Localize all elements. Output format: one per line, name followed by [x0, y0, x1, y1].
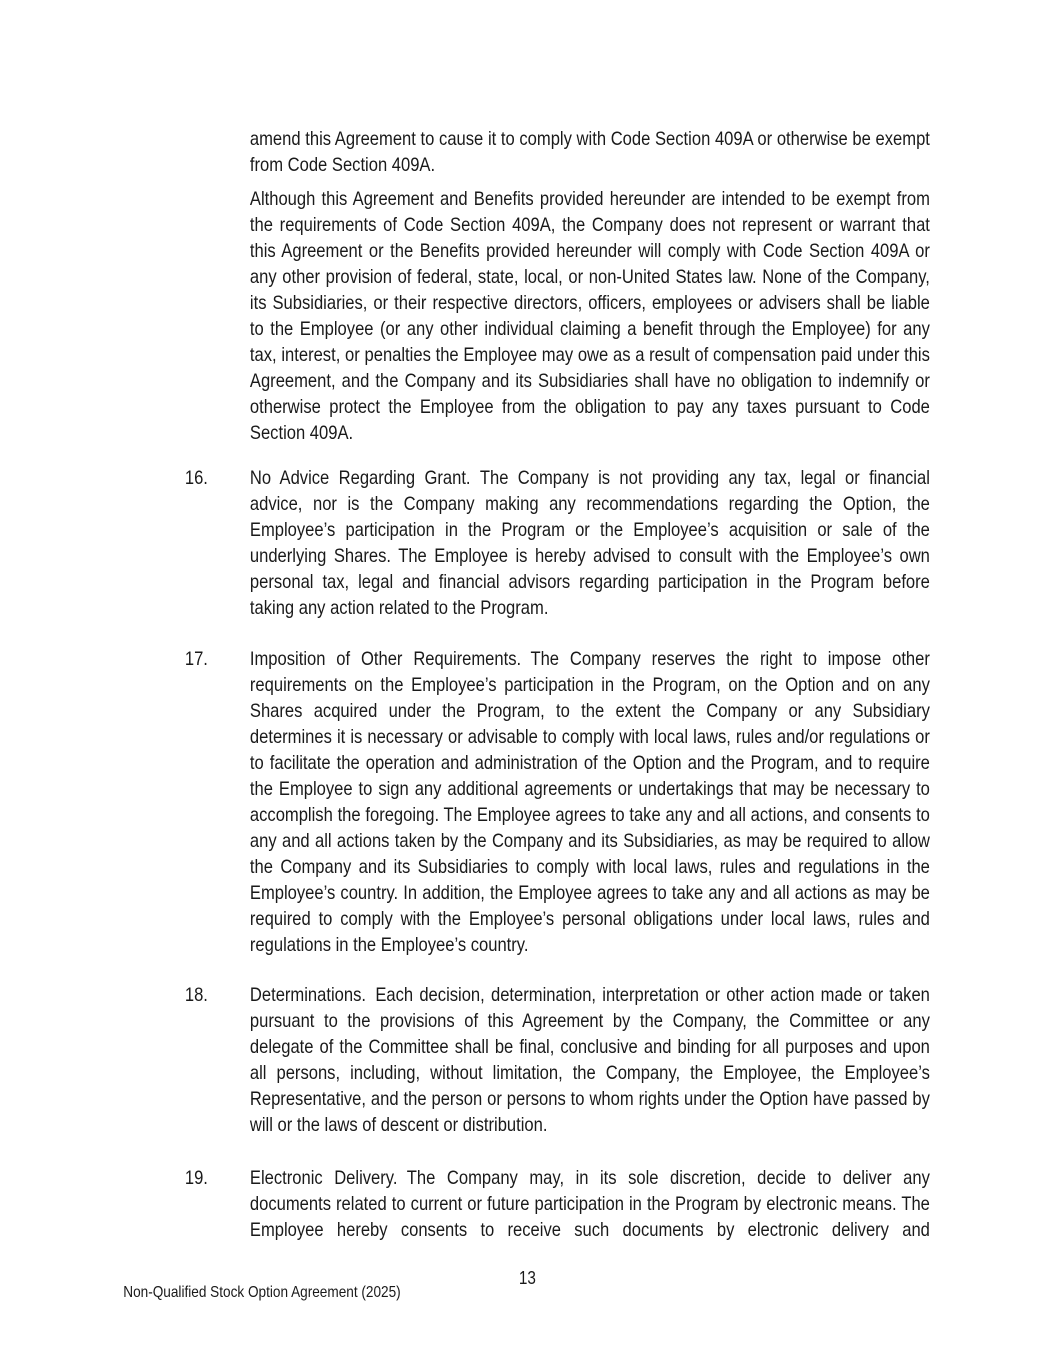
- item-text: [250, 646, 930, 958]
- item-number: 19.: [184, 1167, 208, 1189]
- item-number: 17.: [184, 648, 208, 670]
- item-heading: No Advice Regarding Grant.: [249, 467, 471, 489]
- item-number: 18.: [184, 984, 208, 1006]
- agreement-item-16: [184, 465, 930, 621]
- item-body: Each decision, determination, interpretation or other action made or taken pursuant to the provisions of this Agreement by the Company, the Committee or any delegate of the Committee shall be final, conclusive and binding for all purposes and upon all persons, including, without limitation, the Company, the Employee, the Employee’s Representative, and the person or persons to whom rights under the Option have passed by will or the laws of descent or distribution.: [249, 984, 930, 1136]
- item-text: [250, 982, 930, 1138]
- item-text: [250, 1165, 930, 1243]
- agreement-item-18: [184, 982, 930, 1138]
- agreement-item-19: [184, 1165, 930, 1243]
- item-heading: Determinations.: [249, 984, 366, 1006]
- item-number: 16.: [184, 467, 208, 489]
- item-body: The Company is not providing any tax, legal or financial advice, nor is the Company making any recommendations regarding the Option, the Employee’s participation in the Program or the Employee’s acquisition or sale of the underlying Shares. The Employee is hereby advised to consult with the Employee’s own personal tax, legal and financial advisors regarding participation in the Program before taking any action related to the Program.: [249, 467, 930, 619]
- item-heading: Electronic Delivery.: [249, 1167, 398, 1189]
- footer-document-title: Non-Qualified Stock Option Agreement (2025): [123, 1284, 401, 1301]
- page-number: 13: [518, 1268, 536, 1288]
- item-text: [250, 465, 930, 621]
- item-body: The Company reserves the right to impose other requirements on the Employee’s participation in the Program, on the Option and on any Shares acquired under the Program, to the extent the Company or any Subsidiary determines it is necessary or advisable to comply with local laws, rules and/or regulations or to facilitate the operation and administration of the Option and the Program, and to require the Employee to sign any additional agreements or undertakings that may be necessary to accomplish the foregoing. The Employee agrees to take any and all actions, and consents to any and all actions taken by the Company and its Subsidiaries, as may be required to allow the Company and its Subsidiaries to comply with local laws, rules and regulations in the Employee’s country. In addition, the Employee agrees to take any and all actions as may be required to comply with the Employee’s personal obligations under local laws, rules and regulations in the Employee’s country.: [249, 648, 930, 956]
- paragraph-409a-disclaimer: Although this Agreement and Benefits provided hereunder are intended to be exempt from the requirements of Code Section 409A, the Company does not represent or warrant that this Agreement or the Benefits provided hereunder will comply with Code Section 409A or any other provision of federal, state, local, or non-United States law. None of the Company, its Subsidiaries, or their respective directors, officers, employees or advisers shall be liable to the Employee (or any other individual claiming a benefit through the Employee) for any tax, interest, or penalties the Employee may owe as a result of compensation paid under this Agreement, and the Company and its Subsidiaries shall have no obligation to indemnify or otherwise protect the Employee from the obligation to pay any taxes pursuant to Code Section 409A.: [249, 188, 930, 444]
- item-heading: Imposition of Other Requirements.: [249, 648, 522, 670]
- paragraph-continuation: amend this Agreement to cause it to comply with Code Section 409A or otherwise be exempt from Code Section 409A.: [249, 128, 930, 176]
- item-body: The Company may, in its sole discretion, decide to deliver any documents related to current or future participation in the Program by electronic means. The Employee hereby consents to receive such documents by electronic delivery and: [249, 1167, 930, 1241]
- agreement-item-17: [184, 646, 930, 958]
